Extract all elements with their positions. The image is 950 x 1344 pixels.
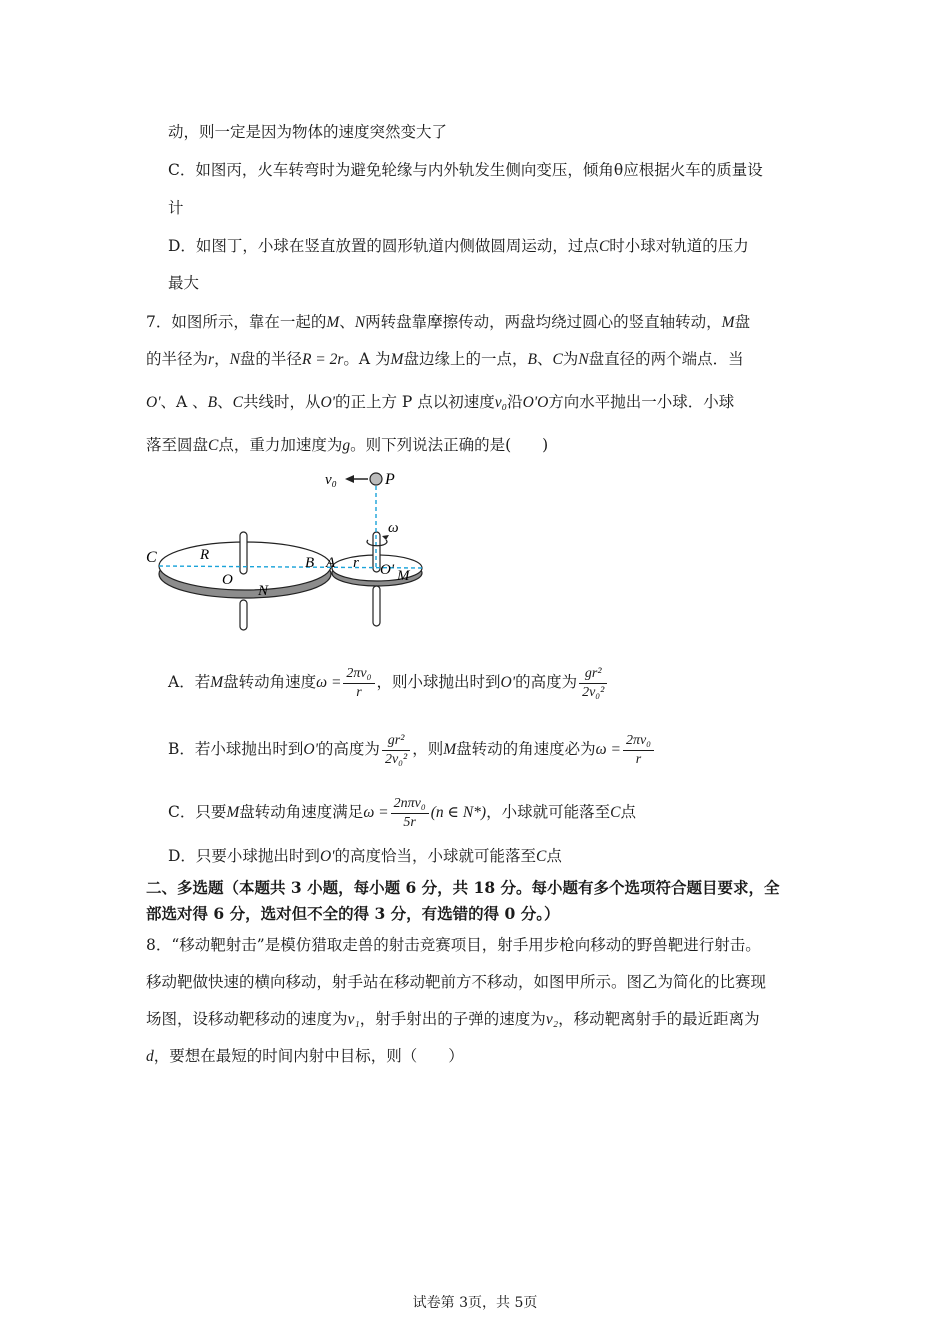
q7-a-fraction-num: 2πv₀ [343, 665, 374, 684]
q6-option-c-line2: 计 [168, 199, 184, 217]
q7-a-height-fraction [579, 665, 607, 702]
n-axle-bottom [240, 600, 247, 630]
q7-d-text: D．只要小球抛出时到 [168, 847, 320, 865]
q7-b-text: B．若小球抛出时到 [168, 740, 304, 758]
q7-b-omega: ω = [595, 741, 621, 758]
q7-option-b [168, 729, 656, 770]
q7-option-c [168, 792, 636, 833]
q6-option-d-line2: 最大 [168, 274, 200, 292]
q7-c-omega-fraction [391, 795, 429, 832]
label-n: N [258, 583, 269, 599]
q6-d-var-c: C [598, 238, 610, 255]
q7-text: 两转盘靠摩擦传动，两盘均绕过圆心的竖直轴转动， [365, 313, 722, 331]
q8-text: 场图，设移动靶移动的速度为 [146, 1010, 348, 1028]
page-footer: 试卷第 3页，共 5页 [412, 1295, 538, 1311]
q7-text: 沿 [507, 393, 523, 411]
q7-var-m: M [326, 314, 340, 331]
q6-option-c-line1: C．如图丙，火车转弯时为避免轮缘与内外轨发生侧向变压，倾角θ应根据火车的质量设 [168, 161, 763, 179]
q7-text: 共线时，从 [242, 393, 321, 411]
q7-b-height-num: gr² [382, 732, 410, 751]
q8-line1: 8．“移动靶射击”是模仿猎取走兽的射击竞赛项目，射手用步枪向移动的野兽靶进行射击。 [146, 936, 761, 954]
label-b: B [305, 555, 315, 571]
q7-text: 方向水平抛出一小球．小球 [548, 393, 735, 411]
q7-c-fraction-num: 2nπv₀ [391, 795, 429, 814]
q7-var-m: M [443, 741, 457, 758]
q7-b-text: 的高度为 [317, 740, 380, 758]
q7-text: 、 [536, 350, 553, 368]
label-o: O [222, 572, 233, 588]
q7-option-a [168, 662, 609, 703]
label-r-small: r [353, 555, 359, 571]
label-p: P [385, 471, 395, 488]
q7-a-height-den: 2v₀² [582, 684, 605, 700]
q8-var-v2: v₂ [545, 1011, 559, 1028]
q7-text: 。A 为 [343, 350, 391, 368]
q7-var-oprime: O' [303, 741, 318, 758]
q8-line3 [146, 1008, 760, 1031]
q7-var-m: M [226, 804, 240, 821]
q6-d-text-pre: D．如图丁，小球在竖直放置的圆形轨道内侧做圆周运动，过点 [168, 237, 599, 255]
q7-d-text: 的高度恰当，小球就可能落至 [334, 847, 536, 865]
q7-b-text: 盘转动的角速度必为 [456, 740, 596, 758]
q7-var-n: N [229, 351, 240, 368]
label-m: M [397, 568, 410, 584]
q7-a-fraction-den: r [356, 684, 362, 700]
q8-text: ，射手射出的子弹的速度为 [359, 1010, 546, 1028]
q7-text: 、 [217, 393, 233, 411]
v0-arrow-head [345, 475, 354, 483]
q8-text: ，要想在最短的时间内射中目标，则（ ） [153, 1047, 464, 1065]
q7-a-omega: ω = [316, 674, 342, 691]
q7-text: 为 [562, 350, 579, 368]
q8-var-v1: v₁ [347, 1011, 360, 1028]
q7-c-text: 盘转动角速度满足 [239, 803, 364, 821]
q8-line4 [146, 1045, 464, 1068]
q7-text: 盘 [734, 313, 751, 331]
n-axle-top [240, 532, 247, 574]
q7-var-b: B [207, 394, 218, 411]
q8-var-d: d [146, 1048, 154, 1065]
q7-b-height-fraction [382, 732, 410, 769]
q7-b-height-den: 2v₀² [384, 751, 408, 767]
q8-line2: 移动靶做快速的横向移动，射手站在移动靶前方不移动，如图甲所示。图乙为简化的比赛现 [146, 973, 767, 991]
label-a: A [326, 555, 336, 571]
q7-c-omega: ω = [363, 804, 389, 821]
m-axle-bottom [373, 586, 380, 626]
q7-var-m: M [721, 314, 735, 331]
q7-text: 的正上方 P 点以初速度 [335, 393, 495, 411]
q7-text: 7．如图所示，靠在一起的 [146, 313, 327, 331]
q7-b-fraction-den: r [635, 751, 642, 767]
q7-var-m: M [390, 351, 404, 368]
q7-var-b: B [527, 351, 537, 368]
q7-var-r: r [208, 351, 215, 368]
q7-var-n: N [578, 351, 589, 368]
q7-line4 [146, 434, 548, 457]
section2-title-line1: 二、多选题（本题共 3 小题，每小题 6 分，共 18 分。每小题有多个选项符合题目要求，全 [146, 878, 780, 897]
q7-var-c: C [232, 394, 243, 411]
q7-var-c: C [208, 437, 219, 454]
q7-a-text: 盘转动角速度 [223, 673, 317, 691]
q7-line1 [146, 311, 750, 334]
q7-text: 的半径为 [146, 350, 209, 368]
q7-var-n: N [354, 314, 366, 331]
q7-var-v0: v₀ [494, 394, 508, 411]
q7-text: ， [214, 350, 230, 368]
q7-a-text: 的高度为 [515, 673, 578, 691]
q7-turntable-figure [140, 460, 440, 640]
q7-var-m: M [210, 674, 224, 691]
q7-var-c: C [610, 804, 621, 821]
q7-var-oprime: O' [500, 674, 516, 691]
q7-text: 盘的半径 [239, 350, 302, 368]
q7-var-g: g [342, 437, 351, 454]
q7-b-omega-fraction [623, 732, 654, 769]
q7-var-c: C [535, 848, 547, 865]
q7-option-d [168, 845, 562, 868]
q6-option-b-tail: 动，则一定是因为物体的速度突然变大了 [168, 123, 448, 141]
q8-text: ，移动靶离射手的最近距离为 [558, 1010, 760, 1028]
q7-line3 [146, 391, 734, 414]
label-omega: ω [388, 520, 399, 536]
q7-var-oprime: O' [320, 394, 335, 411]
q7-c-condition: (n ∈ N*) [430, 804, 487, 821]
q7-text: 盘边缘上的一点， [403, 350, 528, 368]
q7-text: 点，重力加速度为 [218, 436, 343, 454]
section2-title-line2: 部选对得 6 分，选对但不全的得 3 分，有选错的得 0 分。） [146, 904, 560, 923]
q7-d-text: 点 [546, 847, 562, 865]
q7-c-fraction-den: 5r [403, 814, 416, 830]
q7-text: 。则下列说法正确的是( ) [350, 436, 549, 454]
q7-var-oprime: O' [146, 394, 161, 411]
ball-p [370, 473, 382, 485]
q6-option-d-line1 [168, 235, 749, 258]
q7-eq-r2r: R = 2r [301, 351, 344, 368]
label-oprime: O' [380, 562, 395, 578]
q7-line2 [146, 348, 744, 371]
label-v0: v₀ [325, 472, 337, 488]
q7-a-text: ，则小球抛出时到 [376, 673, 501, 691]
q7-var-c: C [552, 351, 563, 368]
q6-d-text-post: 时小球对轨道的压力 [609, 237, 749, 255]
q7-c-text: 点 [620, 803, 636, 821]
q7-var-oprime: O' [319, 848, 335, 865]
q7-b-text: ，则 [412, 740, 444, 758]
q7-b-fraction-num: 2πv₀ [623, 732, 654, 751]
q7-a-height-num: gr² [579, 665, 607, 684]
q7-c-text: C．只要 [168, 803, 227, 821]
label-c: C [146, 549, 157, 566]
q7-text: 、 [339, 313, 355, 331]
q7-text: 盘直径的两个端点．当 [588, 350, 744, 368]
q7-text: 、A 、 [160, 393, 208, 411]
q7-text: 落至圆盘 [146, 436, 209, 454]
q7-a-omega-fraction [343, 665, 374, 702]
label-r-big: R [200, 547, 210, 563]
q7-var-oprime-o: O'O [522, 394, 549, 411]
q7-c-text: ，小球就可能落至 [486, 803, 611, 821]
q7-a-text: A．若 [168, 673, 211, 691]
